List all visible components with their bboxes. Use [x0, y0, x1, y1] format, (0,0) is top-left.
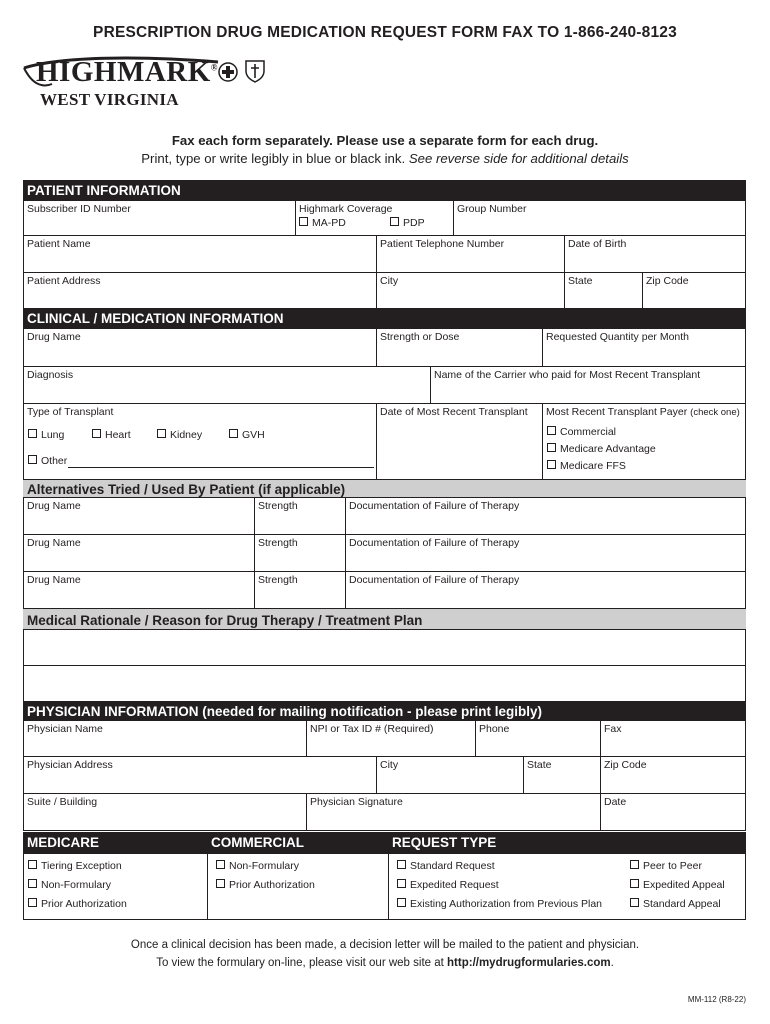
formulary-link[interactable]: http://mydrugformularies.com — [447, 957, 611, 969]
expedited-appeal-label: Expedited Appeal — [643, 879, 725, 891]
strength-field[interactable] — [376, 328, 543, 367]
suite-label: Suite / Building — [27, 796, 98, 808]
instruction-reverse: See reverse side for additional details — [408, 151, 629, 166]
patient-address-label: Patient Address — [27, 275, 101, 287]
alt-strength-2-label: Strength — [258, 537, 298, 549]
medicare-tiering-label: Tiering Exception — [41, 860, 122, 872]
physician-fax-field[interactable] — [600, 720, 746, 757]
rationale-section-header: Medical Rationale / Reason for Drug Therapy / Treatment Plan — [23, 608, 746, 630]
other-checkbox[interactable] — [28, 455, 67, 467]
physician-name-field[interactable] — [23, 720, 307, 757]
patient-address-field[interactable] — [23, 272, 377, 310]
other-line[interactable] — [68, 467, 374, 468]
request-bottom-line — [23, 919, 746, 920]
date-transplant-label: Date of Most Recent Transplant — [380, 406, 528, 418]
carrier-field[interactable] — [430, 366, 746, 404]
lung-checkbox[interactable] — [28, 429, 64, 441]
commercial-nonformulary-checkbox[interactable] — [216, 860, 299, 872]
commercial-nonformulary-label: Non-Formulary — [229, 860, 300, 872]
payer-medicare-adv-label: Medicare Advantage — [560, 443, 656, 455]
request-type-heading: REQUEST TYPE — [392, 835, 497, 850]
physician-fax-label: Fax — [604, 723, 622, 735]
physician-city-label: City — [380, 759, 399, 771]
alt-doc-3-label: Documentation of Failure of Therapy — [349, 574, 520, 586]
patient-zip-field[interactable] — [642, 272, 746, 310]
dob-field[interactable] — [564, 235, 746, 273]
strength-label: Strength or Dose — [380, 331, 460, 343]
peer-to-peer-checkbox[interactable] — [630, 860, 702, 872]
request-divider-2 — [388, 832, 389, 920]
highmark-logo — [22, 54, 282, 110]
subscriber-id-field[interactable] — [23, 200, 296, 236]
blue-shield-icon — [244, 59, 266, 83]
dob-label: Date of Birth — [568, 238, 627, 250]
kidney-checkbox[interactable] — [157, 429, 202, 441]
standard-appeal-checkbox[interactable] — [630, 898, 721, 910]
alt-doc-3[interactable] — [345, 571, 746, 609]
patient-section-header: PATIENT INFORMATION — [23, 180, 746, 200]
patient-name-label: Patient Name — [27, 238, 91, 250]
physician-city-field[interactable] — [376, 756, 524, 794]
gvh-checkbox[interactable] — [229, 429, 265, 441]
quantity-label: Requested Quantity per Month — [546, 331, 690, 343]
request-left-border — [23, 832, 24, 920]
patient-state-field[interactable] — [564, 272, 643, 310]
payer-commercial-label: Commercial — [560, 426, 617, 438]
alt-doc-2[interactable] — [345, 534, 746, 572]
transplant-type-field — [23, 403, 377, 480]
npi-field[interactable] — [306, 720, 476, 757]
suite-field[interactable] — [23, 793, 307, 831]
physician-address-label: Physician Address — [27, 759, 113, 771]
physician-name-label: Physician Name — [27, 723, 103, 735]
coverage-pdp-checkbox[interactable] — [390, 217, 425, 229]
kidney-label: Kidney — [170, 429, 203, 441]
patient-city-field[interactable] — [376, 272, 565, 310]
other-label: Other — [41, 455, 68, 467]
alt-strength-3-label: Strength — [258, 574, 298, 586]
physician-heading: PHYSICIAN INFORMATION — [27, 704, 199, 719]
payer-note: (check one) — [690, 407, 740, 418]
signature-field[interactable] — [306, 793, 601, 831]
commercial-prior-auth-checkbox[interactable] — [216, 879, 315, 891]
carrier-label: Name of the Carrier who paid for Most Recent Transplant — [434, 369, 701, 381]
group-number-field[interactable] — [453, 200, 746, 236]
footer-decision-letter: Once a clinical decision has been made, a decision letter will be mailed to the patient and physician. — [130, 939, 640, 951]
physician-zip-field[interactable] — [600, 756, 746, 794]
physician-heading-sub: (needed for mailing notification - please print legibly) — [202, 704, 543, 719]
payer-label: Most Recent Transplant Payer — [546, 406, 688, 418]
logo-region: WEST VIRGINIA — [40, 90, 179, 109]
diagnosis-field[interactable] — [23, 366, 431, 404]
heart-label: Heart — [105, 429, 131, 441]
peer-to-peer-label: Peer to Peer — [643, 860, 702, 872]
medicare-nonformulary-label: Non-Formulary — [41, 879, 112, 891]
physician-phone-label: Phone — [479, 723, 510, 735]
alt-drug-2[interactable] — [23, 534, 255, 572]
footer-formulary-text: To view the formulary on-line, please visit our web site at — [156, 957, 444, 969]
medicare-prior-auth-checkbox[interactable] — [28, 898, 127, 910]
logo-name: HIGHMARK® — [36, 56, 219, 88]
blue-cross-icon — [218, 62, 238, 82]
alt-drug-3-label: Drug Name — [27, 574, 81, 586]
instruction-separate-form: Fax each form separately. Please use a separate form for each drug. — [171, 133, 599, 148]
footer-period: . — [610, 957, 614, 969]
date-transplant-field[interactable] — [376, 403, 543, 480]
patient-phone-field[interactable] — [376, 235, 565, 273]
rationale-line-1[interactable] — [23, 629, 746, 666]
patient-phone-label: Patient Telephone Number — [380, 238, 505, 250]
quantity-field[interactable] — [542, 328, 746, 367]
patient-name-field[interactable] — [23, 235, 377, 273]
payer-medicare-ffs-label: Medicare FFS — [560, 460, 626, 472]
patient-zip-label: Zip Code — [646, 275, 689, 287]
alt-drug-3[interactable] — [23, 571, 255, 609]
request-divider-1 — [207, 832, 208, 920]
mapd-label: MA-PD — [312, 217, 346, 229]
payer-medicare-ffs-checkbox[interactable] — [547, 460, 626, 472]
alt-strength-2[interactable] — [254, 534, 346, 572]
coverage-label: Highmark Coverage — [299, 203, 393, 215]
form-title: PRESCRIPTION DRUG MEDICATION REQUEST FORM FAX TO 1-866-240-8123 — [93, 24, 677, 41]
physician-zip-label: Zip Code — [604, 759, 647, 771]
request-right-border — [745, 832, 746, 920]
registered-mark: ® — [210, 62, 219, 73]
commercial-heading: COMMERCIAL — [211, 835, 304, 850]
heart-checkbox[interactable] — [92, 429, 131, 441]
patient-city-label: City — [380, 275, 399, 287]
existing-auth-label: Existing Authorization from Previous Plan — [410, 898, 603, 910]
alternatives-section-header: Alternatives Tried / Used By Patient (if applicable) — [23, 479, 746, 498]
npi-label: NPI or Tax ID # (Required) — [310, 723, 434, 735]
physician-section-header — [23, 701, 746, 721]
alt-doc-2-label: Documentation of Failure of Therapy — [349, 537, 520, 549]
alt-doc-1[interactable] — [345, 497, 746, 535]
alt-doc-1-label: Documentation of Failure of Therapy — [349, 500, 520, 512]
gvh-label: GVH — [242, 429, 265, 441]
medicare-heading: MEDICARE — [27, 835, 100, 850]
group-number-label: Group Number — [457, 203, 527, 215]
pdp-label: PDP — [403, 217, 425, 229]
medicare-tiering-checkbox[interactable] — [28, 860, 122, 872]
rationale-line-2[interactable] — [23, 665, 746, 702]
alt-drug-1[interactable] — [23, 497, 255, 535]
payer-medicare-adv-checkbox[interactable] — [547, 443, 656, 455]
payer-commercial-checkbox[interactable] — [547, 426, 616, 438]
commercial-prior-auth-label: Prior Authorization — [229, 879, 315, 891]
alt-drug-1-label: Drug Name — [27, 500, 81, 512]
physician-address-field[interactable] — [23, 756, 377, 794]
clinical-section-header: CLINICAL / MEDICATION INFORMATION — [23, 308, 746, 328]
alt-strength-1-label: Strength — [258, 500, 298, 512]
physician-state-label: State — [527, 759, 552, 771]
standard-request-label: Standard Request — [410, 860, 495, 872]
instruction-ink: Print, type or write legibly in blue or black ink. — [141, 151, 406, 166]
transplant-type-label: Type of Transplant — [27, 406, 114, 418]
drug-name-label: Drug Name — [27, 331, 81, 343]
medicare-prior-auth-label: Prior Authorization — [41, 898, 127, 910]
lung-label: Lung — [41, 429, 65, 441]
footer-formulary — [0, 957, 770, 969]
instruction-legibly — [0, 151, 770, 166]
request-header-bar — [23, 832, 746, 854]
coverage-mapd-checkbox[interactable] — [299, 217, 346, 229]
alt-strength-3[interactable] — [254, 571, 346, 609]
physician-phone-field[interactable] — [475, 720, 601, 757]
physician-state-field[interactable] — [523, 756, 601, 794]
expedited-request-label: Expedited Request — [410, 879, 499, 891]
existing-auth-checkbox[interactable] — [397, 898, 602, 910]
subscriber-id-label: Subscriber ID Number — [27, 203, 131, 215]
standard-request-checkbox[interactable] — [397, 860, 495, 872]
physician-date-label: Date — [604, 796, 627, 808]
drug-name-field[interactable] — [23, 328, 377, 367]
expedited-request-checkbox[interactable] — [397, 879, 499, 891]
standard-appeal-label: Standard Appeal — [643, 898, 721, 910]
alt-strength-1[interactable] — [254, 497, 346, 535]
signature-label: Physician Signature — [310, 796, 403, 808]
diagnosis-label: Diagnosis — [27, 369, 74, 381]
medicare-nonformulary-checkbox[interactable] — [28, 879, 111, 891]
expedited-appeal-checkbox[interactable] — [630, 879, 725, 891]
alt-drug-2-label: Drug Name — [27, 537, 81, 549]
physician-date-field[interactable] — [600, 793, 746, 831]
form-number: MM-112 (R8-22) — [687, 995, 746, 1004]
patient-state-label: State — [568, 275, 593, 287]
